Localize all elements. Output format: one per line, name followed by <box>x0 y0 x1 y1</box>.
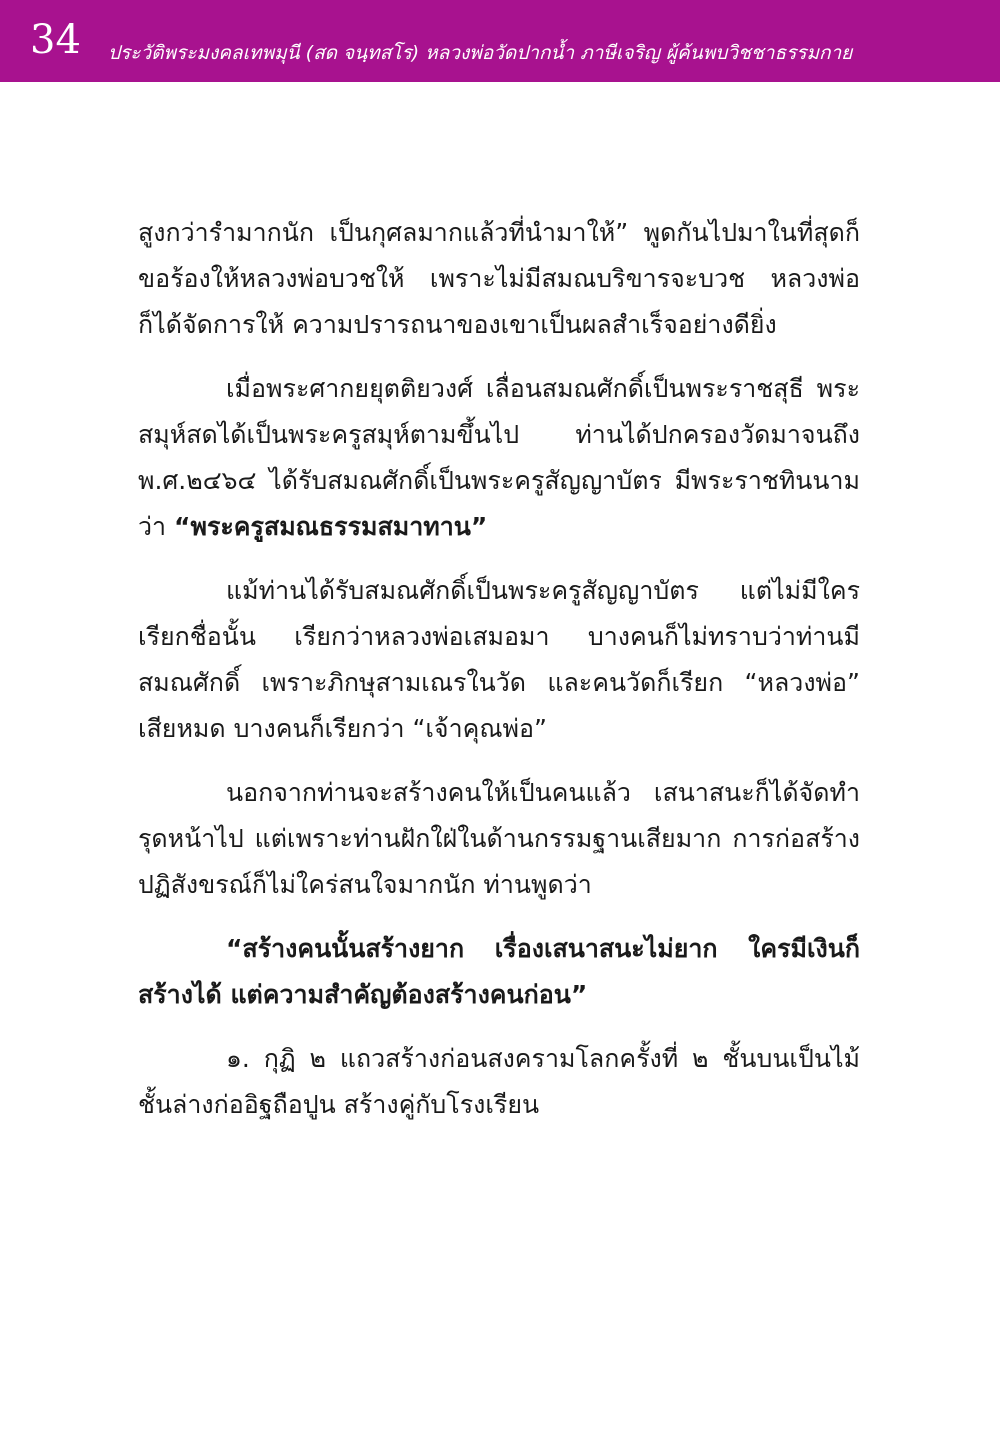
royal-title: “พระครูสมณธรรมสมาทาน” <box>174 512 488 541</box>
paragraph-construction: นอกจากท่านจะสร้างคนให้เป็นคนแล้ว เสนาสนะก็ได้จัดทำรุดหน้าไป แต่เพราะท่านฝักใฝ่ในด้านกรรมฐานเสียมาก การก่อสร้างปฏิสังขรณ์ก็ไม่ใคร่สนใจมากนัก ท่านพูดว่า <box>138 778 860 899</box>
quote-build-people: “สร้างคนนั้นสร้างยาก เรื่องเสนาสนะไม่ยาก ใครมีเงินก็สร้างได้ แต่ความสำคัญต้องสร้างคนก่อน” <box>138 934 860 1009</box>
paragraph-promotion-text: เมื่อพระศากยยุตติยวงศ์ เลื่อนสมณศักดิ์เป็นพระราชสุธี พระสมุห์สดได้เป็นพระครูสมุห์ตามขึ้นไป ท่านได้ปกครองวัดมาจนถึง พ.ศ.๒๔๖๔ ได้รับสมณศักดิ์เป็นพระครูสัญญาบัตร มีพระราชทินนามว่า <box>138 374 860 541</box>
page-number: 34 <box>30 17 81 63</box>
paragraph-promotion <box>138 366 860 550</box>
list-item-kuti: ๑. กุฏิ ๒ แถวสร้างก่อนสงครามโลกครั้งที่ ๒ ชั้นบนเป็นไม้ ชั้นล่างก่ออิฐถือปูน สร้างคู่กับโรงเรียน <box>138 1044 860 1119</box>
page-body <box>138 210 860 1146</box>
running-title: ประวัติพระมงคลเทพมุนี (สด จนฺทสโร) หลวงพ่อวัดปากน้ำ ภาษีเจริญ ผู้ค้นพบวิชชาธรรมกาย <box>108 42 853 64</box>
paragraph-title-usage: แม้ท่านได้รับสมณศักดิ์เป็นพระครูสัญญาบัตร แต่ไม่มีใครเรียกชื่อนั้น เรียกว่าหลวงพ่อเสมอมา บางคนก็ไม่ทราบว่าท่านมีสมณศักดิ์ เพราะภิกษุสามเณรในวัด และคนวัดก็เรียก “หลวงพ่อ” เสียหมด บางคนก็เรียกว่า “เจ้าคุณพ่อ” <box>138 576 860 743</box>
paragraph-continuation: สูงกว่ารำมากนัก เป็นกุศลมากแล้วที่นำมาให้” พูดกันไปมาในที่สุดก็ขอร้องให้หลวงพ่อบวชให้ เพราะไม่มีสมณบริขารจะบวช หลวงพ่อก็ได้จัดการให้ ความปรารถนาของเขาเป็นผลสำเร็จอย่างดียิ่ง <box>138 218 860 339</box>
running-header <box>0 0 1000 82</box>
